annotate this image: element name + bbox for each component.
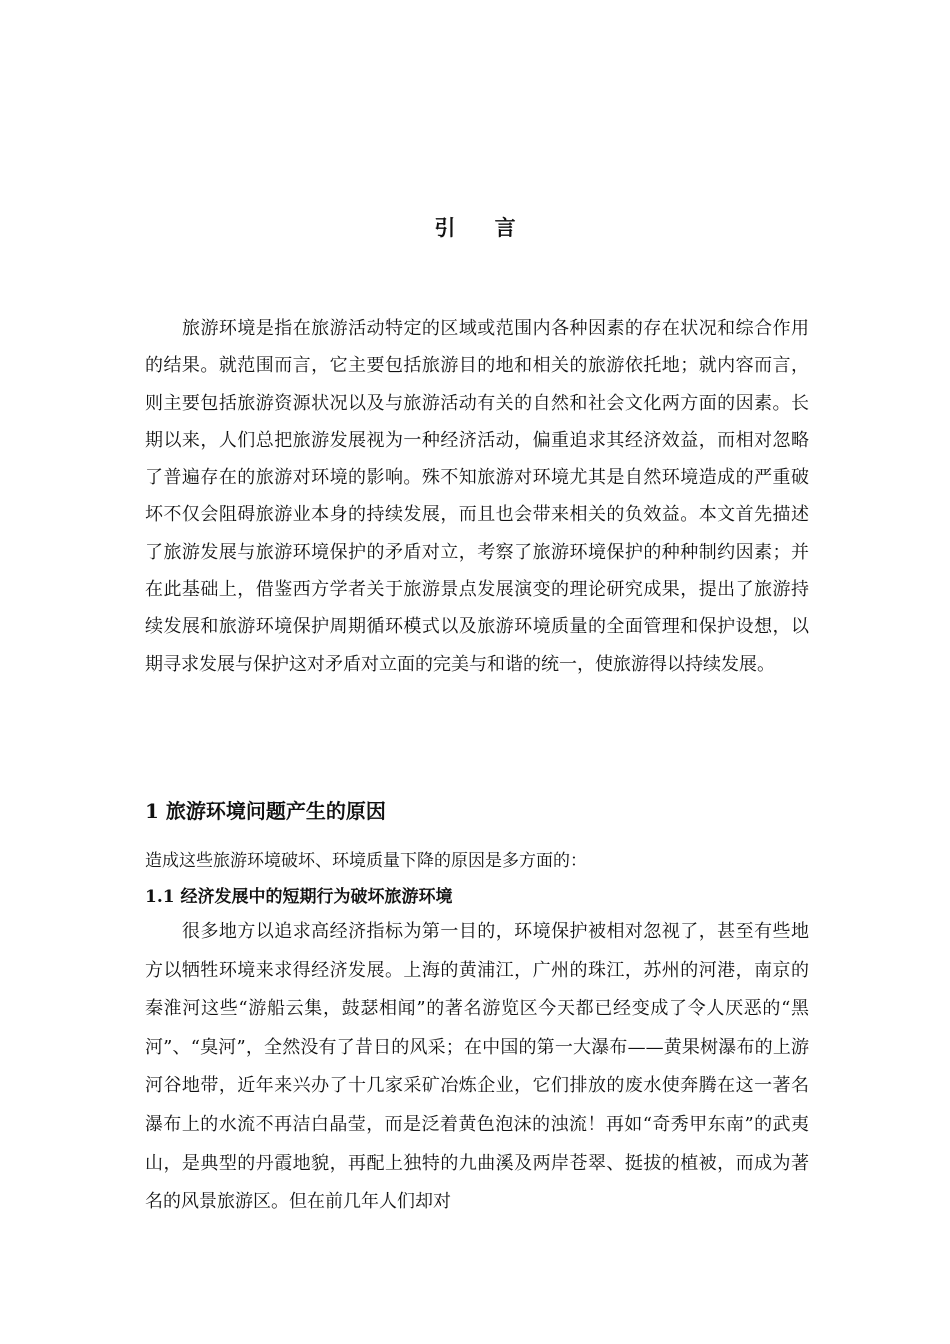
section-1-1-heading: 1.1 经济发展中的短期行为破坏旅游环境 [145, 887, 453, 907]
section-1-heading: 1 旅游环境问题产生的原因 [145, 799, 386, 823]
section-1-1-paragraph: 很多地方以追求高经济指标为第一目的，环境保护被相对忽视了，甚至有些地方以牺牲环境来求得经济发展。上海的黄浦江，广州的珠江，苏州的河港，南京的秦淮河这些“游船云集，鼓瑟相闻”的著名游览区今天都已经变成了令人厌恶的“黑河”、“臭河”，全然没有了昔日的风采；在中国的第一大瀑布——黄果树瀑布的上游河谷地带，近年来兴办了十几家采矿冶炼企业，它们排放的废水使奔腾在这一著名瀑布上的水流不再洁白晶莹，而是泛着黄色泡沫的浊流！再如“奇秀甲东南”的武夷山，是典型的丹霞地貌，再配上独特的九曲溪及两岸苍翠、挺拔的植被，而成为著名的风景旅游区。但在前几年人们却对 [145, 921, 809, 1213]
page-title: 引 言 [434, 215, 532, 241]
intro-paragraph: 旅游环境是指在旅游活动特定的区域或范围内各种因素的存在状况和综合作用的结果。就范围而言，它主要包括旅游目的地和相关的旅游依托地；就内容而言，则主要包括旅游资源状况以及与旅游活动有关的自然和社会文化两方面的因素。长期以来，人们总把旅游发展视为一种经济活动，偏重追求其经济效益，而相对忽略了普遍存在的旅游对环境的影响。殊不知旅游对环境尤其是自然环境造成的严重破坏不仅会阻碍旅游业本身的持续发展，而且也会带来相关的负效益。本文首先描述了旅游发展与旅游环境保护的矛盾对立，考察了旅游环境保护的种种制约因素；并在此基础上，借鉴西方学者关于旅游景点发展演变的理论研究成果，提出了旅游持续发展和旅游环境保护周期循环模式以及旅游环境质量的全面管理和保护设想，以期寻求发展与保护这对矛盾对立面的完美与和谐的统一，使旅游得以持续发展。 [145, 318, 809, 675]
section-1-lead: 造成这些旅游环境破坏、环境质量下降的原因是多方面的： [145, 851, 587, 871]
